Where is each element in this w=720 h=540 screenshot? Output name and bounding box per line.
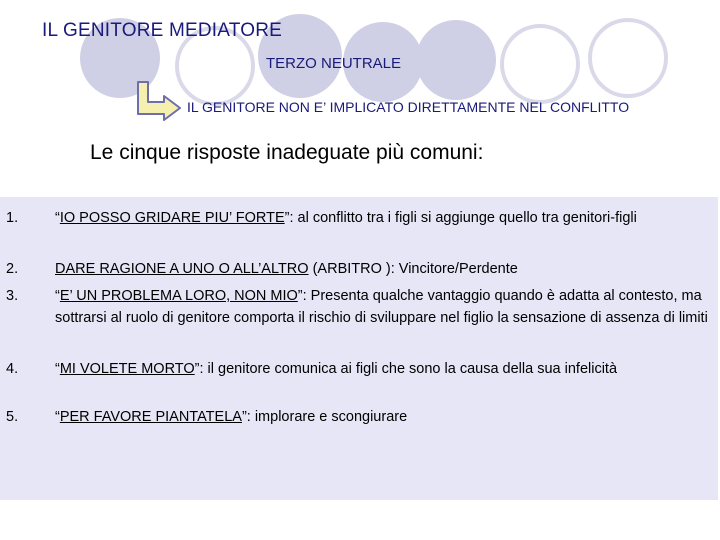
item-number: 2.	[6, 261, 19, 277]
decorative-circle	[502, 26, 578, 102]
slide-subtitle: TERZO NEUTRALE	[266, 55, 402, 72]
item-quote: MI VOLETE MORTO	[59, 361, 195, 377]
slide-title: IL GENITORE MEDIATORE	[42, 20, 282, 41]
decorative-circle	[416, 20, 496, 100]
item-number: 4.	[6, 361, 19, 377]
bent-arrow-right-icon	[134, 80, 184, 122]
decorative-circle	[590, 20, 666, 96]
section-heading: Le cinque risposte inadeguate più comuni:	[90, 141, 484, 164]
item-number: 3.	[6, 288, 19, 304]
item-text: “IO POSSO GRIDARE PIU’ FORTE”: al conflitto tra i figli si aggiunge quello tra genitori-figli	[55, 210, 637, 226]
responses-box	[0, 197, 718, 500]
item-number: 5.	[6, 409, 19, 425]
item-text: “MI VOLETE MORTO”: il genitore comunica ai figli che sono la causa della sua infelicità	[55, 361, 618, 377]
slide-note: IL GENITORE NON E’ IMPLICATO DIRETTAMENTE NEL CONFLITTO	[187, 99, 630, 115]
item-text: “E’ UN PROBLEMA LORO, NON MIO”: Presenta qualche vantaggio quando è adatta al contesto, ma sottrarsi al ruolo di genitore comporta il rischio di sviluppare nel figlio la sensazione di assenza di limiti	[55, 288, 708, 326]
item-quote: DARE RAGIONE A UNO O ALL’ALTRO	[55, 261, 309, 277]
item-quote: IO POSSO GRIDARE PIU’ FORTE	[59, 210, 285, 226]
item-quote: E’ UN PROBLEMA LORO, NON MIO	[59, 288, 298, 304]
item-text: “PER FAVORE PIANTATELA”: implorare e scongiurare	[55, 409, 408, 425]
item-text: DARE RAGIONE A UNO O ALL’ALTRO (ARBITRO ): Vincitore/Perdente	[55, 261, 518, 277]
item-quote: PER FAVORE PIANTATELA	[59, 409, 242, 425]
item-number: 1.	[6, 210, 19, 226]
